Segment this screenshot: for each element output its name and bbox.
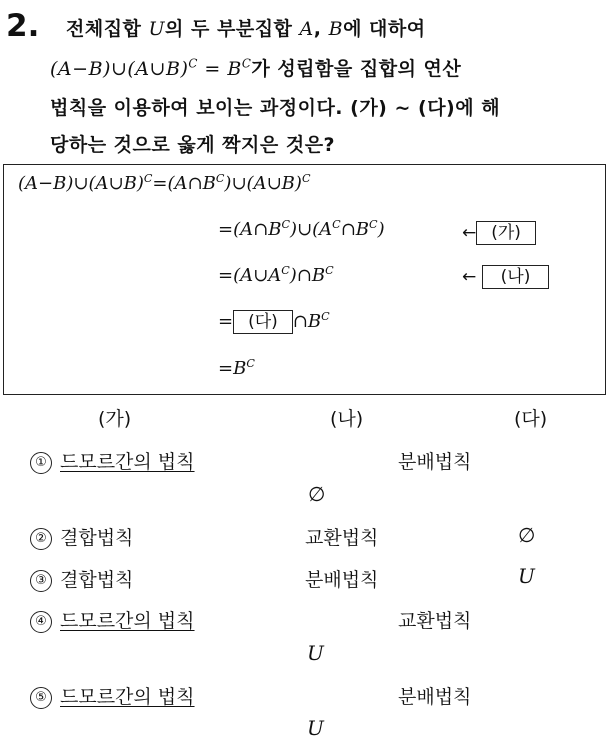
question-line-4: 당하는 것으로 옳게 짝지은 것은? [50, 134, 336, 156]
column-header-ga: (가) [98, 408, 132, 430]
column-header-na: (나) [330, 408, 364, 430]
question-line-1: 전체집합 U의 두 부분집합 A, B에 대하여 [66, 18, 426, 40]
option-3-da: U [518, 564, 535, 588]
option-2-na: 교환법칙 [305, 527, 379, 549]
option-5[interactable]: ⑤ 드모르간의 법칙 [30, 682, 195, 709]
option-1-na: 분배법칙 [398, 451, 472, 473]
question-line-3: 법칙을 이용하여 보이는 과정이다. (가) ~ (다)에 해 [50, 97, 501, 119]
question-line-2: (A−B)∪(A∪B)$^C$ = $B^C$가 성립함을 집합의 연산 [50, 56, 462, 80]
option-1[interactable]: ① 드모르간의 법칙 [30, 447, 195, 474]
blank-da: (다) [233, 310, 293, 334]
option-3-na: 분배법칙 [305, 569, 379, 591]
question-number: 2. [6, 8, 40, 44]
proof-step-2: $=(A\cap B^C)\cup(A^C\cap B^C)$ [218, 218, 385, 240]
option-1-da: ∅ [308, 482, 326, 506]
left-arrow-icon: ← [462, 267, 477, 287]
arrow-blank-ga [462, 221, 536, 245]
option-2-da: ∅ [518, 523, 536, 547]
proof-step-4: = (다) $\cap B^C$ [218, 310, 330, 332]
option-5-na: 분배법칙 [398, 686, 472, 708]
option-2[interactable]: ② 결합법칙 [30, 523, 133, 550]
proof-step-5: $=B^C$ [218, 357, 255, 379]
arrow-blank-na [462, 265, 549, 289]
option-4[interactable]: ④ 드모르간의 법칙 [30, 606, 195, 633]
left-arrow-icon: ← [462, 223, 477, 243]
option-4-na: 교환법칙 [398, 610, 472, 632]
proof-step-1: $(A-B)\cup(A\cup B)^C=(A\cap B^C)\cup(A\cup B)^C$ [18, 172, 311, 194]
option-5-da: U [307, 716, 324, 740]
proof-box [3, 164, 606, 395]
column-header-da: (다) [514, 408, 548, 430]
proof-step-3: $=(A\cup A^C)\cap B^C$ [218, 264, 334, 286]
target-equation: (A−B)∪(A∪B)$^C$ = $B^C$ [50, 56, 252, 80]
blank-na: (나) [482, 265, 550, 289]
blank-ga: (가) [476, 221, 536, 245]
option-3[interactable]: ③ 결합법칙 [30, 565, 133, 592]
option-4-da: U [307, 641, 324, 665]
universal-set-symbol: U [148, 18, 166, 40]
